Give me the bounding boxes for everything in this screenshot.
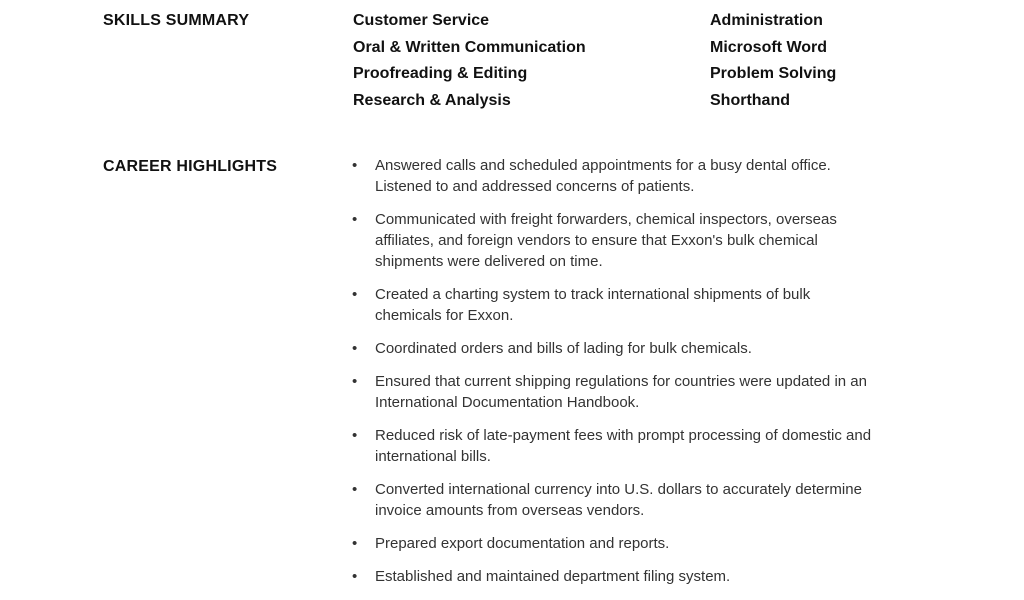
skills-summary-heading: SKILLS SUMMARY	[103, 12, 250, 29]
skills-left-column	[353, 8, 586, 114]
highlight-item	[352, 209, 872, 272]
highlight-text: Ensured that current shipping regulations for countries were updated in an International Documentation Handbook.	[375, 373, 867, 411]
skill-item: Administration	[710, 12, 823, 29]
bullet-icon: •	[352, 373, 358, 390]
highlight-text: Communicated with freight forwarders, chemical inspectors, overseas affiliates, and foreign vendors to ensure that Exxon's bulk chemical shipments were delivered on time.	[375, 211, 837, 270]
highlight-text: Reduced risk of late-payment fees with prompt processing of domestic and international bills.	[375, 427, 872, 465]
highlight-text: Coordinated orders and bills of lading for bulk chemicals.	[375, 340, 752, 357]
highlight-text: Created a charting system to track international shipments of bulk chemicals for Exxon.	[375, 286, 811, 324]
bullet-icon: •	[352, 481, 358, 498]
highlight-item	[352, 155, 872, 197]
skill-item: Research & Analysis	[353, 91, 511, 109]
highlight-item	[352, 533, 872, 554]
highlight-item	[352, 425, 872, 467]
bullet-icon: •	[352, 286, 358, 303]
career-highlights-list	[352, 155, 872, 599]
bullet-icon: •	[352, 157, 358, 174]
skill-item: Shorthand	[710, 91, 790, 109]
skill-item: Problem Solving	[710, 65, 837, 82]
bullet-icon: •	[352, 535, 358, 552]
bullet-icon: •	[352, 568, 358, 585]
highlight-item	[352, 338, 872, 359]
highlight-item	[352, 479, 872, 521]
bullet-icon: •	[352, 211, 358, 228]
highlight-text: Prepared export documentation and reports.	[375, 535, 670, 552]
skills-right-column	[710, 8, 836, 114]
bullet-icon: •	[352, 340, 358, 357]
skill-item: Microsoft Word	[710, 38, 828, 56]
highlight-item	[352, 284, 872, 326]
highlight-text: Converted international currency into U.S. dollars to accurately determine invoice amounts from overseas vendors.	[375, 481, 862, 519]
highlight-item	[352, 566, 872, 587]
career-highlights-heading: CAREER HIGHLIGHTS	[103, 158, 278, 175]
highlight-text: Established and maintained department filing system.	[375, 568, 731, 585]
skill-item: Customer Service	[353, 12, 490, 29]
bullet-icon: •	[352, 427, 358, 444]
highlight-item	[352, 371, 872, 413]
skill-item: Oral & Written Communication	[353, 38, 586, 56]
highlight-text: Answered calls and scheduled appointments for a busy dental office. Listened to and addressed concerns of patients.	[375, 157, 831, 195]
skill-item: Proofreading & Editing	[353, 65, 528, 82]
